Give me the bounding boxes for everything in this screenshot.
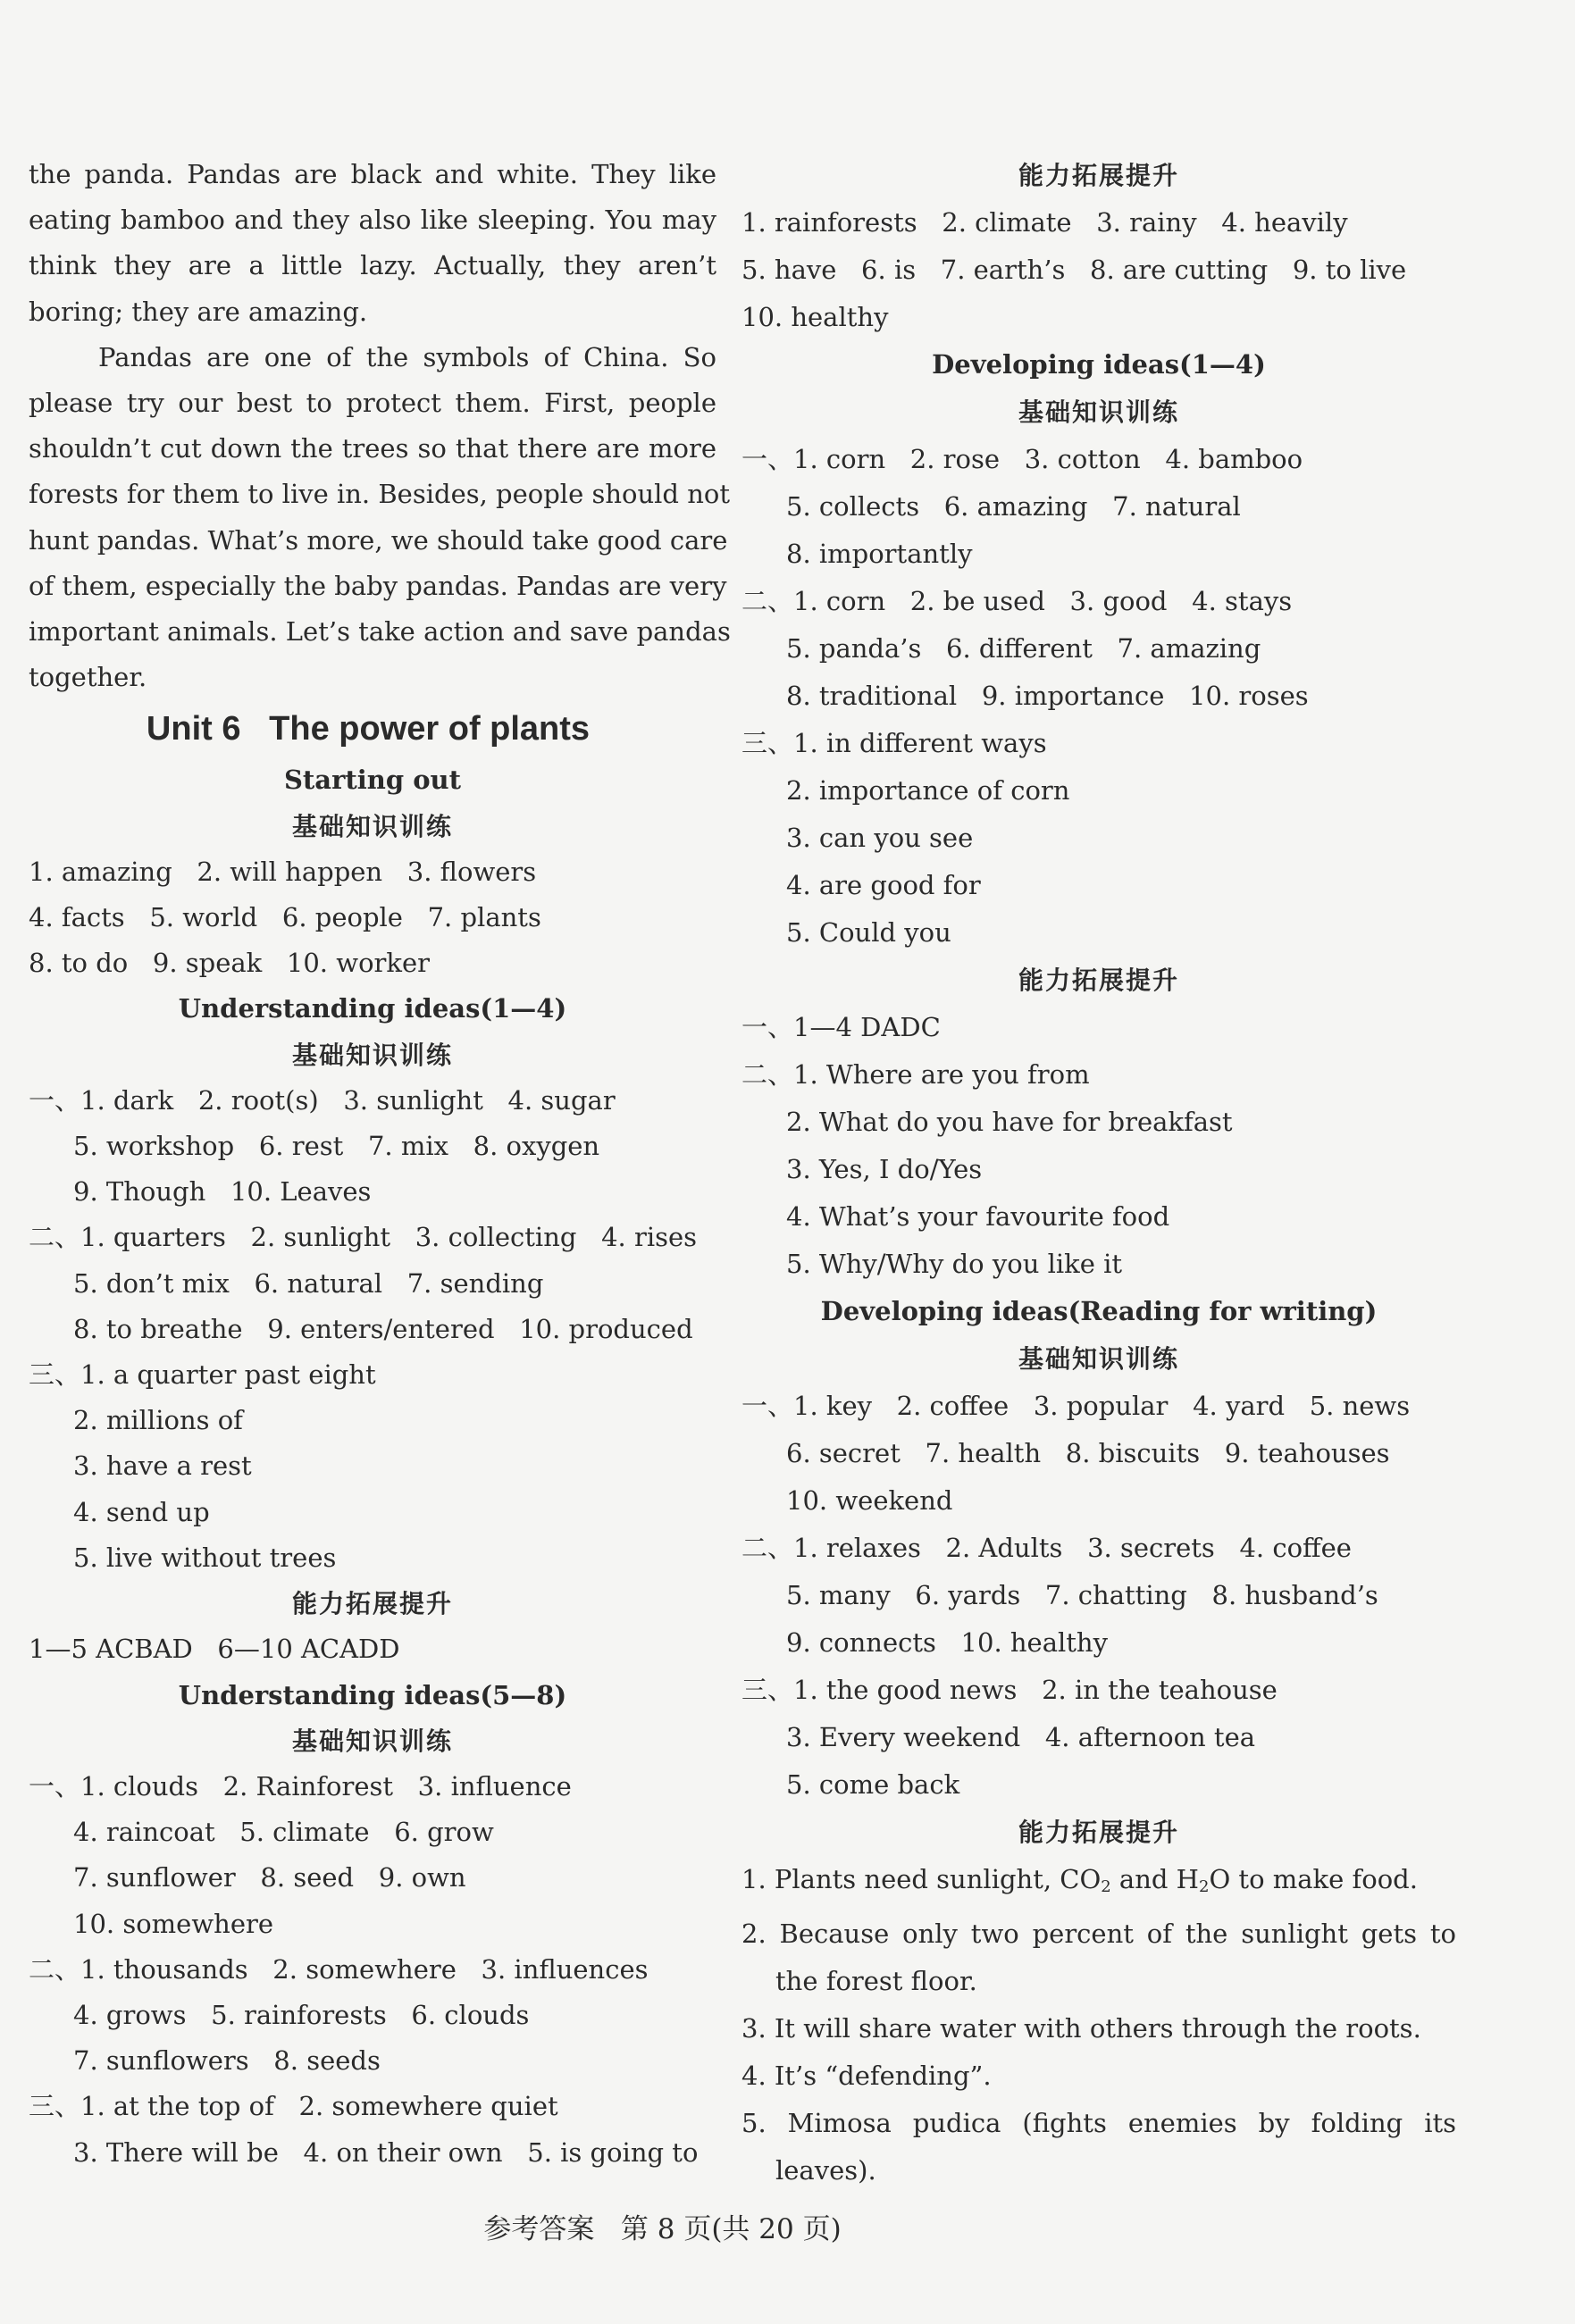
answer-line: 三、1. at the top of 2. somewhere quiet (29, 2091, 558, 2122)
passage-line: important animals. Let’s take action and save pandas (29, 616, 731, 648)
answer-line: 5. have 6. is 7. earth’s 8. are cutting 9. to live (741, 255, 1407, 285)
section-heading: Starting out (283, 765, 462, 796)
answer-line: 8. to do 9. speak 10. worker (29, 948, 430, 979)
final-answers (741, 1856, 1456, 2194)
subsection-heading: 能力拓展提升 (1018, 161, 1179, 190)
answer-line: 3. Every weekend 4. afternoon tea (786, 1722, 1256, 1752)
answer-line: 二、1. corn 2. be used 3. good 4. stays (741, 586, 1293, 616)
answer-line-1: 1. Plants need sunlight, $CO_2$ and $H_2O$ to make food. (741, 1864, 1418, 1896)
answer-line: 5. Why/Why do you like it (786, 1249, 1123, 1279)
answer-line: 5. panda’s 6. different 7. amazing (786, 633, 1261, 664)
answer-line: 一、1. key 2. coffee 3. popular 4. yard 5. news (741, 1391, 1411, 1421)
passage-line: forests for them to live in. Besides, people should not (29, 479, 730, 510)
answer-line: 10. weekend (786, 1485, 953, 1516)
passage-line: together. (29, 662, 147, 693)
section-heading: Understanding ideas(5—8) (178, 1679, 567, 1710)
subsection-heading: 基础知识训练 (1018, 397, 1179, 427)
answer-line: 4. facts 5. world 6. people 7. plants (29, 902, 541, 933)
answer-line: 3. have a rest (73, 1450, 252, 1482)
answer-line: 4. What’s your favourite food (786, 1201, 1170, 1232)
passage (29, 152, 731, 700)
answer-line: 2. millions of (73, 1405, 243, 1436)
answer-line: 2. importance of corn (786, 775, 1070, 806)
answer-line-5: 5. Mimosa pudica (fights enemies by folding its (741, 2108, 1456, 2138)
passage-line: of them, especially the baby pandas. Pandas are very (29, 570, 727, 601)
answer-line: 10. healthy (741, 302, 889, 332)
section-heading: Developing ideas(1—4) (932, 349, 1266, 380)
answer-line: 4. are good for (786, 870, 981, 900)
answer-line: 5. come back (786, 1769, 960, 1800)
passage-line: shouldn’t cut down the trees so that there are more (29, 433, 716, 464)
answer-line: 8. importantly (786, 539, 973, 569)
answer-line: 1. amazing 2. will happen 3. flowers (29, 856, 537, 887)
answer-line: 5. workshop 6. rest 7. mix 8. oxygen (73, 1131, 600, 1162)
answer-line: 7. sunflowers 8. seeds (73, 2045, 381, 2077)
subsection-heading: 基础知识训练 (291, 811, 453, 841)
passage-line: hunt pandas. What’s more, we should take good care (29, 524, 728, 556)
answer-line: 5. Could you (786, 917, 951, 948)
answer-line: 二、1. thousands 2. somewhere 3. influences (29, 1953, 649, 1985)
answer-line: 5. many 6. yards 7. chatting 8. husband’s (786, 1580, 1378, 1610)
answer-line: 9. connects 10. healthy (786, 1627, 1108, 1658)
answer-line-2-cont: the forest floor. (775, 1966, 977, 1996)
passage-line: please try our best to protect them. First, people (29, 388, 716, 419)
subsection-heading: 能力拓展提升 (291, 1589, 453, 1619)
answer-line: 8. traditional 9. importance 10. roses (786, 681, 1309, 711)
unit-title: Unit 6 The power of plants (146, 710, 591, 748)
subsection-heading: 基础知识训练 (291, 1726, 453, 1756)
answer-line: 一、1. dark 2. root(s) 3. sunlight 4. sugar (29, 1084, 616, 1116)
answer-line: 4. raincoat 5. climate 6. grow (73, 1817, 494, 1848)
subsection-heading: 基础知识训练 (1018, 1344, 1179, 1374)
passage-line: think they are a little lazy. Actually, they aren’t (29, 250, 716, 281)
answer-line: 一、1. clouds 2. Rainforest 3. influence (29, 1770, 572, 1802)
passage-line: boring; they are amazing. (29, 296, 368, 327)
left-column (29, 152, 731, 2176)
passage-line: eating bamboo and they also like sleeping. You may (29, 205, 716, 236)
answer-line: 5. collects 6. amazing 7. natural (786, 491, 1241, 522)
page-footer: 参考答案 第 8 页(共 20 页) (483, 2213, 842, 2245)
subsection-heading: 能力拓展提升 (1018, 966, 1179, 995)
answer-line: 6. secret 7. health 8. biscuits 9. teahouses (786, 1438, 1390, 1468)
right-column (741, 152, 1456, 2194)
answer-line: 2. What do you have for breakfast (786, 1107, 1233, 1137)
answer-line-3: 3. It will share water with others through the roots. (741, 2013, 1421, 2044)
answer-line: 二、1. relaxes 2. Adults 3. secrets 4. coffee (741, 1533, 1352, 1563)
answer-line: 二、1. Where are you from (741, 1059, 1090, 1090)
passage-line: the panda. Pandas are black and white. They like (29, 159, 716, 189)
answer-line: 3. can you see (786, 823, 974, 853)
answer-line: 1. rainforests 2. climate 3. rainy 4. heavily (741, 207, 1348, 238)
answer-line: 7. sunflower 8. seed 9. own (73, 1862, 466, 1893)
answer-line: 9. Though 10. Leaves (73, 1176, 372, 1208)
answer-line-5-cont: leaves). (775, 2155, 876, 2186)
answer-line-4: 4. It’s “defending”. (741, 2061, 992, 2091)
answer-line: 3. Yes, I do/Yes (786, 1154, 983, 1184)
answer-line: 一、1—4 DADC (741, 1012, 941, 1042)
section-heading: Understanding ideas(1—4) (178, 993, 567, 1024)
answer-line-2: 2. Because only two percent of the sunlight gets to (741, 1919, 1456, 1949)
answer-line: 1—5 ACBAD 6—10 ACADD (29, 1634, 400, 1665)
answer-line: 8. to breathe 9. enters/entered 10. produced (73, 1313, 693, 1344)
subsection-heading: 能力拓展提升 (1018, 1818, 1179, 1847)
left-answer-list (29, 757, 716, 2175)
answer-line: 5. don’t mix 6. natural 7. sending (73, 1267, 544, 1299)
answer-line: 4. grows 5. rainforests 6. clouds (73, 1999, 530, 2030)
answer-line: 3. There will be 4. on their own 5. is going to (73, 2136, 699, 2168)
answer-line: 10. somewhere (73, 1908, 274, 1939)
answer-line: 三、1. in different ways (741, 728, 1047, 758)
answer-line: 二、1. quarters 2. sunlight 3. collecting 4. rises (29, 1222, 698, 1253)
subsection-heading: 基础知识训练 (291, 1040, 453, 1070)
answer-line: 一、1. corn 2. rose 3. cotton 4. bamboo (741, 444, 1303, 474)
answer-line: 三、1. the good news 2. in the teahouse (741, 1675, 1278, 1705)
section-heading: Developing ideas(Reading for writing) (820, 1296, 1378, 1326)
right-answer-list (741, 152, 1456, 1856)
answer-line: 5. live without trees (73, 1542, 337, 1573)
answer-line: 4. send up (73, 1496, 210, 1527)
passage-line: Pandas are one of the symbols of China. So (98, 341, 716, 372)
answer-line: 三、1. a quarter past eight (29, 1359, 376, 1391)
